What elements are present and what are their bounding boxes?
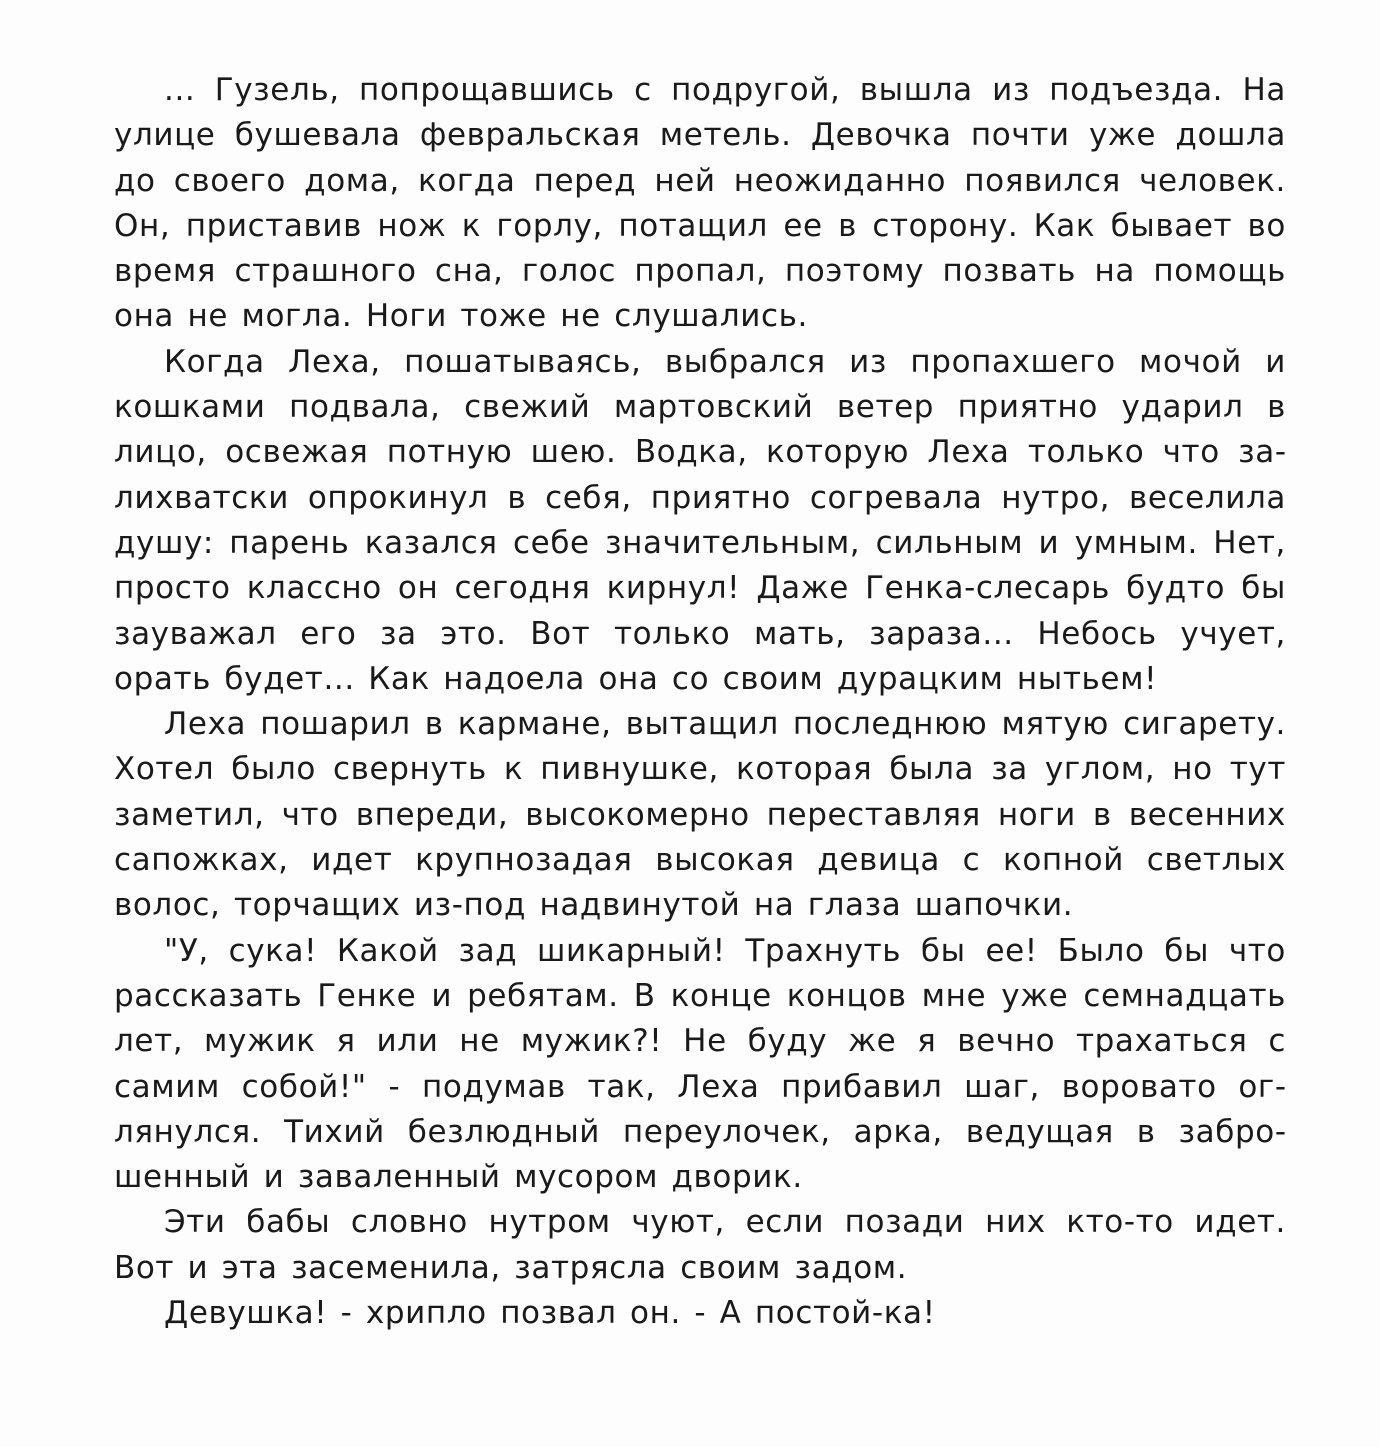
- paragraph-4: "У, сука! Какой зад шикарный! Трахнуть бы ее! Было бы что рассказать Генке и ребятам. В конце концов мне уже семнадцать лет, мужик я или не мужик?! Не буду же я вечно трахаться с самим собой!" - подумав так, Леха прибавил шаг, воровато оглянулся. Тихий безлюдный переулочек, арка, ведущая в заброшенный и заваленный мусором дворик.: [114, 932, 1286, 1196]
- paragraph-1: ... Гузель, попрощавшись с подругой, вышла из подъезда. На улице бушевала февральская метель. Девочка почти уже дошла до своего дома, когда перед ней неожиданно появился человек. Он, приставив нож к горлу, потащил ее в сторону. Как бывает во время страшного сна, голос пропал, поэтому позвать на помощь она не могла. Ноги тоже не слушались.: [114, 72, 1286, 335]
- paragraph-2: Когда Леха, пошатываясь, выбрался из пропахшего мочой и кошками подвала, свежий мартовский ветер приятно ударил в лицо, освежая потную шею. Водка, которую Леха только что залихватски опрокинул в себя, приятно согревала нутро, веселила душу: парень казался себе значительным, сильным и умным. Нет, просто классно он сегодня кирнул! Даже Генка-слесарь будто бы зауважал его за это. Вот только мать, зараза... Небось учует, орать будет... Как надоела она со своим дурацким нытьем!: [114, 343, 1286, 697]
- paragraph-6: Девушка! - хрипло позвал он. - А постой-ка!: [164, 1295, 936, 1332]
- paragraph-5: Эти бабы словно нутром чуют, если позади них кто-то идет. Вот и эта засеменила, затрясла своим задом.: [114, 1204, 1286, 1286]
- paragraph-3: Леха пошарил в кармане, вытащил последнюю мятую сигарету. Хотел было свернуть к пивнушке, которая была за углом, но тут заметил, что впереди, высокомерно переставляя ноги в весенних сапожках, идет крупнозадая высокая девица с копной светлых волос, торчащих из-под надвинутой на глаза шапочки.: [114, 706, 1286, 924]
- page-text: [114, 68, 1286, 1336]
